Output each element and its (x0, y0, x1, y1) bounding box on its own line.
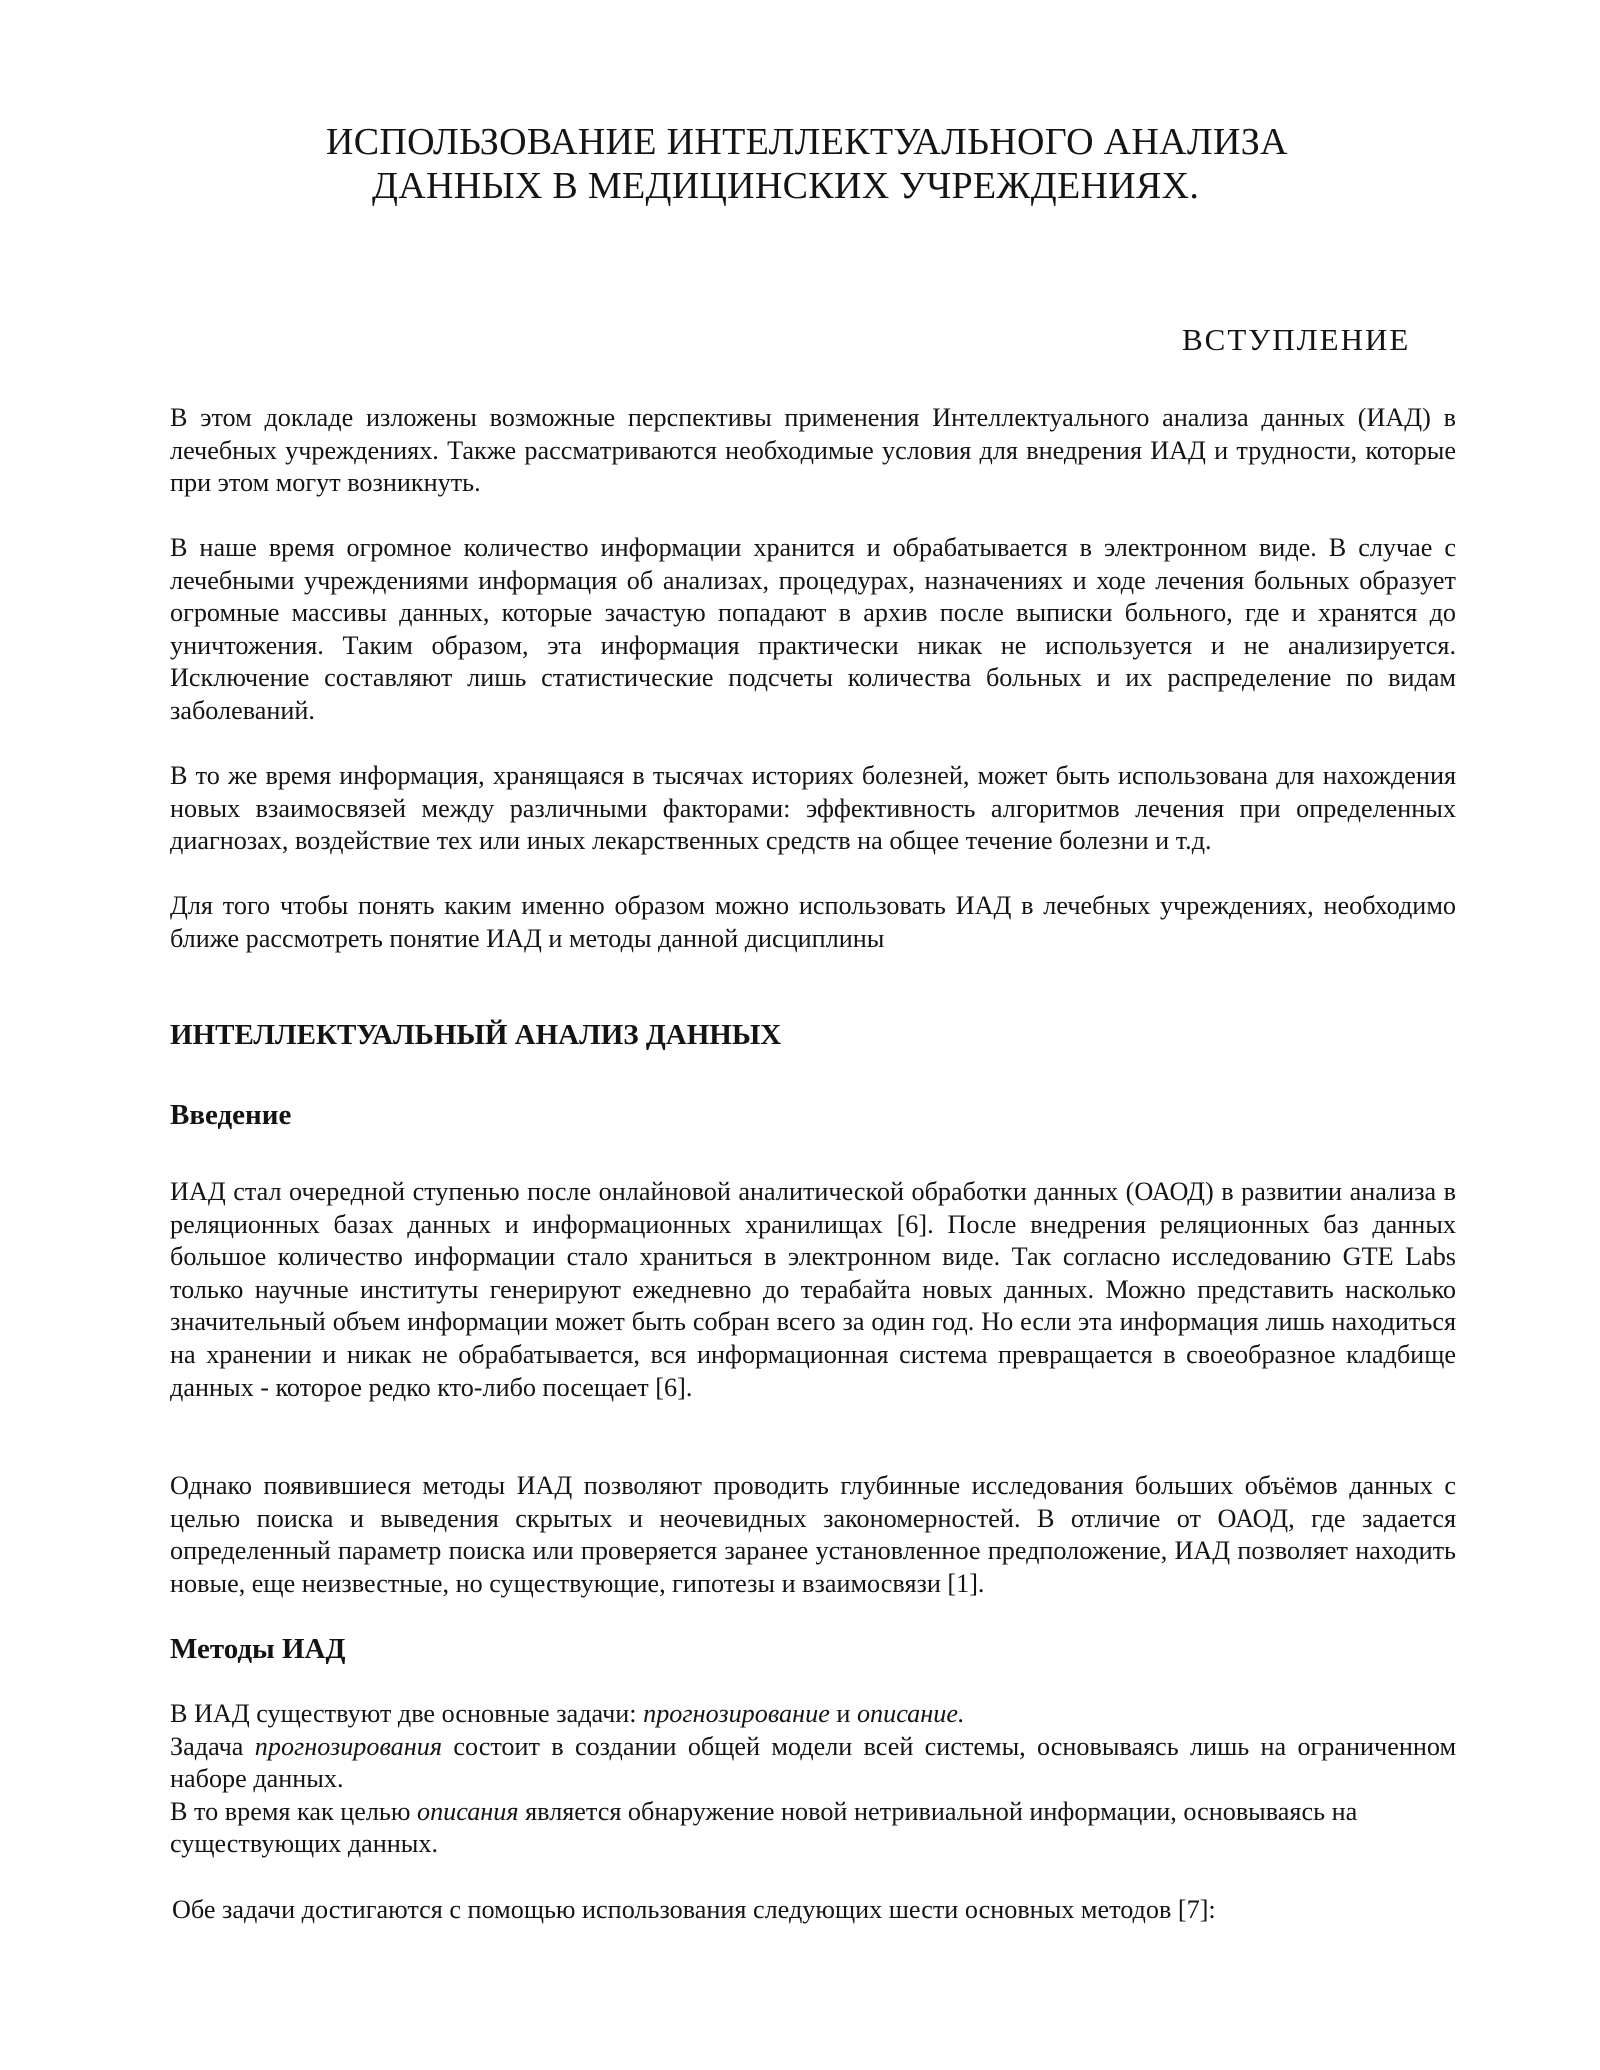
methods-line-2 (170, 1731, 1456, 1796)
methods-line-3-suffix: является обнаружение новой нетривиальной информации, основываясь на существующих данных. (170, 1796, 1358, 1859)
methods-closing-line: Обе задачи достигаются с помощью использования следующих шести основных методов [7]: (172, 1895, 1216, 1924)
title-line-2: ДАННЫХ В МЕДИЦИНСКИХ УЧРЕЖДЕНИЯХ. (372, 165, 1200, 207)
subsection-heading-intro: Введение (170, 1099, 292, 1131)
document-title (0, 120, 1600, 208)
subsection-heading-methods: Методы ИАД (170, 1633, 346, 1665)
section-paragraph-1: ИАД стал очередной ступенью после онлайновой аналитической обработки данных (ОАОД) в развитии анализа в реляционных базах данных и информационных хранилищах [6]. После внедрения реляционных баз данных большое количество информации стало храниться в электронном виде. Так согласно исследованию GTE Labs только научные институты генерируют ежедневно до терабайта новых данных. Можно представить насколько значительный объем информации может быть собран всего за один год. Но если эта информация лишь находиться на хранении и никак не обрабатывается, вся информационная система превращается в своеобразное кладбище данных - которое редко кто-либо посещает [6]. (170, 1177, 1456, 1402)
section-heading: ИНТЕЛЛЕКТУАЛЬНЫЙ АНАЛИЗ ДАННЫХ (170, 1019, 782, 1051)
intro-paragraph-3: В то же время информация, хранящаяся в тысячах историях болезней, может быть использована для нахождения новых взаимосвязей между различными факторами: эффективность алгоритмов лечения при определенных диагнозах, воздействие тех или иных лекарственных средств на общее течение болезни и т.д. (170, 761, 1456, 856)
term-description: описание. (856, 1699, 965, 1728)
intro-paragraph-4: Для того чтобы понять каким именно образом можно использовать ИАД в лечебных учреждениях, необходимо ближе рассмотреть понятие ИАД и методы данной дисциплины (170, 891, 1456, 953)
methods-line-3 (170, 1796, 1456, 1861)
term-description-gen: описания (416, 1796, 519, 1826)
term-forecasting-gen: прогнозирования (254, 1731, 443, 1761)
methods-line-1 (170, 1698, 1456, 1731)
methods-line-1-mid: и (829, 1699, 857, 1728)
title-line-1: ИСПОЛЬЗОВАНИЕ ИНТЕЛЛЕКТУАЛЬНОГО АНАЛИЗА (326, 121, 1288, 163)
methods-line-3-prefix: В то время как целью (170, 1796, 417, 1826)
methods-text (170, 1698, 1456, 1861)
intro-paragraph-2: В наше время огромное количество информации хранится и обрабатывается в электронном виде. В случае с лечебными учреждениями информация об анализах, процедурах, назначениях и ходе лечения больных образует огромные массивы данных, которые зачастую попадают в архив после выписки больного, где и хранятся до уничтожения. Таким образом, эта информация практически никак не используется и не анализируется. Исключение составляют лишь статистические подсчеты количества больных и их распределение по видам заболеваний. (170, 533, 1456, 725)
section-paragraph-2: Однако появившиеся методы ИАД позволяют проводить глубинные исследования больших объёмов данных с целью поиска и выведения скрытых и неочевидных закономерностей. В отличие от ОАОД, где задается определенный параметр поиска или проверяется заранее установленное предположение, ИАД позволяет находить новые, еще неизвестные, но существующие, гипотезы и взаимосвязи [1]. (170, 1471, 1456, 1598)
methods-line-1-prefix: В ИАД существуют две основные задачи: (170, 1699, 644, 1728)
methods-line-2-suffix: состоит в создании общей модели всей системы, основываясь лишь на ограниченном наборе данных. (170, 1731, 1457, 1794)
intro-heading: ВСТУПЛЕНИЕ (1182, 322, 1411, 357)
term-forecasting: прогнозирование (643, 1699, 830, 1728)
intro-paragraph-1: В этом докладе изложены возможные перспективы применения Интеллектуального анализа данных (ИАД) в лечебных учреждениях. Также рассматриваются необходимые условия для внедрения ИАД и трудности, которые при этом могут возникнуть. (170, 403, 1456, 498)
methods-line-2-prefix: Задача (170, 1731, 255, 1761)
